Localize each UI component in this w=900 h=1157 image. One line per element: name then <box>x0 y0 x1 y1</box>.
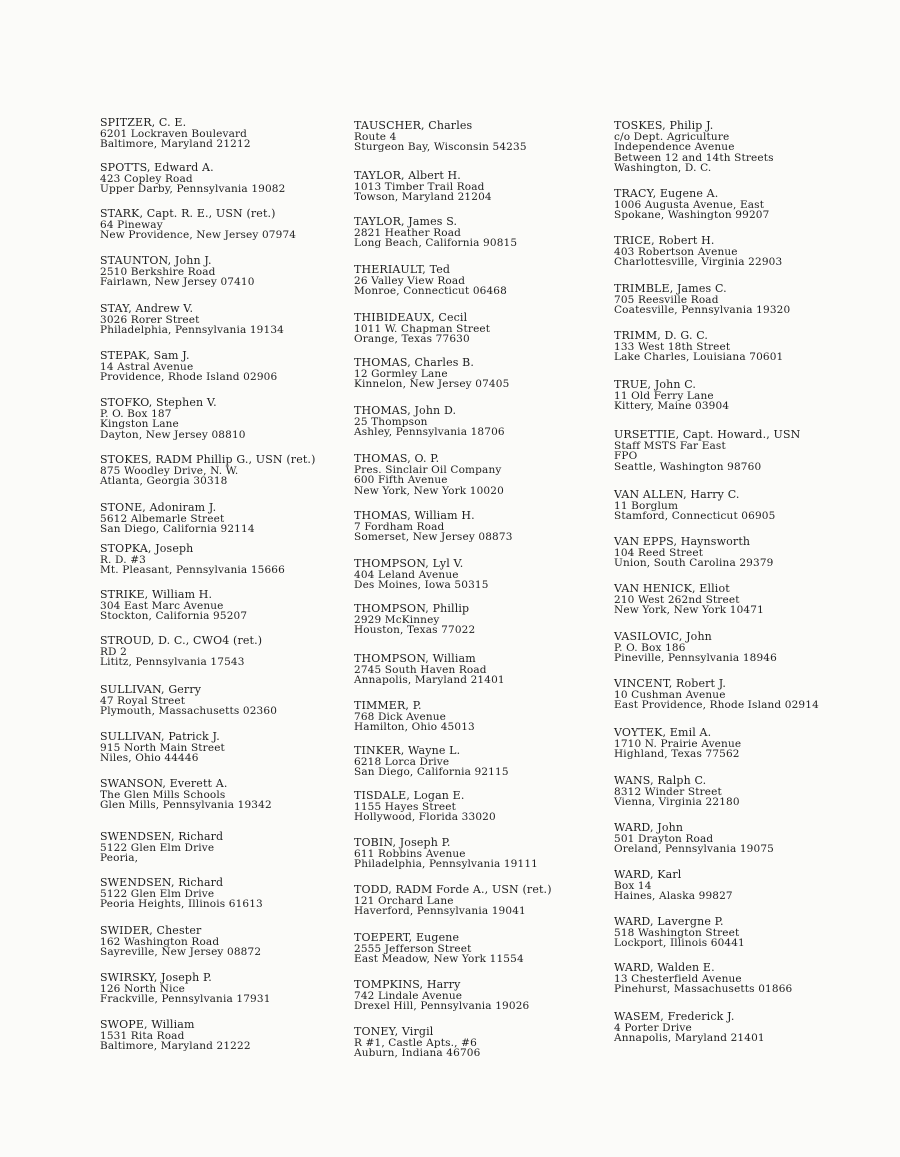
directory-entry <box>354 933 524 965</box>
entry-name: SWENDSEN, Richard <box>100 876 224 889</box>
entry-name: STOPKA, Joseph <box>100 542 194 555</box>
directory-entry <box>614 632 777 664</box>
directory-entry <box>354 791 496 823</box>
entry-name: STROUD, D. C., CWO4 (ret.) <box>100 634 263 647</box>
directory-entry <box>354 746 509 778</box>
entry-address-line: Niles, Ohio 44446 <box>100 752 199 764</box>
entry-address-line: Peoria, <box>100 852 139 864</box>
directory-entry <box>354 217 517 249</box>
entry-address-line: 25 Thompson <box>354 415 428 428</box>
entry-address-line: Des Moines, Iowa 50315 <box>354 579 489 591</box>
entry-name: SWIDER, Chester <box>100 924 202 937</box>
entry-address-line: Seattle, Washington 98760 <box>614 460 762 473</box>
entry-address-line: Sayreville, New Jersey 08872 <box>100 946 262 958</box>
entry-address-line: Union, South Carolina 29379 <box>614 557 774 569</box>
directory-entry <box>100 878 263 910</box>
entry-name: TISDALE, Logan E. <box>354 789 465 802</box>
entry-address-line: Ashley, Pennsylvania 18706 <box>354 426 505 438</box>
directory-entry <box>614 537 774 569</box>
directory-entry <box>100 118 251 150</box>
entry-address-line: Orange, Texas 77630 <box>354 333 470 345</box>
entry-address-line: Lockport, Illinois 60441 <box>614 937 745 949</box>
entry-address-line: Kingston Lane <box>100 418 179 430</box>
entry-address-line: Mt. Pleasant, Pennsylvania 15666 <box>100 564 285 576</box>
entry-address-line: 404 Leland Avenue <box>354 568 459 581</box>
entry-address-line: 1013 Timber Trail Road <box>354 180 485 193</box>
entry-address-line: 600 Fifth Avenue <box>354 474 448 486</box>
entry-address-line: Pinehurst, Massachusetts 01866 <box>614 983 793 995</box>
entry-address-line: 5122 Glen Elm Drive <box>100 887 215 900</box>
entry-address-line: 768 Dick Avenue <box>354 710 447 723</box>
entry-address-line: Monroe, Connecticut 06468 <box>354 285 507 297</box>
entry-address-line: P. O. Box 187 <box>100 407 172 420</box>
entry-address-line: 1531 Rita Road <box>100 1029 185 1042</box>
entry-name: STEPAK, Sam J. <box>100 349 190 362</box>
entry-name: THIBIDEAUX, Cecil <box>354 311 468 324</box>
entry-name: TIMMER, P. <box>354 699 422 712</box>
entry-address-line: 611 Robbins Avenue <box>354 847 466 860</box>
entry-name: STOKES, RADM Phillip G., USN (ret.) <box>100 453 316 466</box>
directory-entry <box>354 511 513 543</box>
entry-name: TRUE, John C. <box>614 378 697 391</box>
entry-name: WARD, Karl <box>614 868 682 881</box>
entry-name: TAYLOR, James S. <box>354 215 458 228</box>
entry-address-line: Independence Avenue <box>614 141 735 153</box>
entry-address-line: San Diego, California 92114 <box>100 523 255 535</box>
directory-entry <box>354 559 489 591</box>
entry-address-line: Kinnelon, New Jersey 07405 <box>354 378 510 390</box>
entry-address-line: Drexel Hill, Pennsylvania 19026 <box>354 1000 530 1012</box>
entry-name: STONE, Adoniram J. <box>100 501 217 514</box>
directory-entry <box>614 679 819 711</box>
directory-entry <box>614 917 745 949</box>
entry-address-line: Fairlawn, New Jersey 07410 <box>100 276 255 288</box>
entry-address-line: Washington, D. C. <box>614 162 712 174</box>
entry-address-line: 705 Reesville Road <box>614 293 719 306</box>
entry-name: SWOPE, William <box>100 1018 195 1031</box>
entry-address-line: The Glen Mills Schools <box>100 788 226 801</box>
directory-entry <box>354 654 505 686</box>
entry-name: TRICE, Robert H. <box>614 234 715 247</box>
entry-name: TRIMBLE, James C. <box>614 282 727 295</box>
directory-entry <box>100 503 255 535</box>
entry-address-line: Philadelphia, Pennsylvania 19111 <box>354 858 538 870</box>
directory-entry <box>100 398 246 440</box>
entry-address-line: Pineville, Pennsylvania 18946 <box>614 652 777 664</box>
directory-entry <box>100 636 262 668</box>
entry-address-line: Long Beach, California 90815 <box>354 237 518 249</box>
entry-name: THOMAS, John D. <box>354 404 457 417</box>
entry-name: SWANSON, Everett A. <box>100 777 228 790</box>
directory-entry <box>100 732 225 764</box>
directory-entry <box>354 265 507 297</box>
entry-name: WARD, Walden E. <box>614 961 715 974</box>
entry-address-line: Frackville, Pennsylvania 17931 <box>100 993 271 1005</box>
directory-entry <box>614 331 783 363</box>
entry-address-line: Annapolis, Maryland 21401 <box>614 1032 765 1044</box>
entry-name: STAUNTON, John J. <box>100 254 212 267</box>
entry-address-line: Haines, Alaska 99827 <box>614 890 733 902</box>
entry-address-line: 2745 South Haven Road <box>354 663 487 676</box>
entry-address-line: 915 North Main Street <box>100 741 225 754</box>
directory-entry <box>354 885 552 917</box>
entry-address-line: Route 4 <box>354 130 397 143</box>
entry-address-line: Peoria Heights, Illinois 61613 <box>100 898 263 910</box>
entry-name: THOMAS, O. P. <box>354 452 440 465</box>
directory-entry <box>614 121 774 174</box>
entry-address-line: 4 Porter Drive <box>614 1021 692 1034</box>
entry-address-line: Vienna, Virginia 22180 <box>614 796 740 808</box>
directory-entry <box>614 584 764 616</box>
entry-address-line: Providence, Rhode Island 02906 <box>100 371 278 383</box>
entry-name: TRACY, Eugene A. <box>614 187 719 200</box>
entry-address-line: Haverford, Pennsylvania 19041 <box>354 905 526 917</box>
entry-address-line: RD 2 <box>100 645 127 658</box>
entry-address-line: Oreland, Pennsylvania 19075 <box>614 843 774 855</box>
entry-address-line: 210 West 262nd Street <box>614 593 740 606</box>
entry-name: VINCENT, Robert J. <box>614 677 727 690</box>
entry-address-line: Lititz, Pennsylvania 17543 <box>100 656 245 668</box>
entry-address-line: 104 Reed Street <box>614 546 704 559</box>
entry-address-line: 8312 Winder Street <box>614 785 722 798</box>
entry-name: TINKER, Wayne L. <box>354 744 461 757</box>
entry-address-line: East Meadow, New York 11554 <box>354 953 524 965</box>
entry-address-line: 13 Chesterfield Avenue <box>614 972 742 985</box>
directory-entry <box>614 430 800 472</box>
entry-address-line: Hamilton, Ohio 45013 <box>354 721 475 733</box>
directory-entry <box>614 189 769 221</box>
entry-address-line: Plymouth, Massachusetts 02360 <box>100 705 278 717</box>
entry-address-line: Glen Mills, Pennsylvania 19342 <box>100 799 272 811</box>
directory-entry <box>354 1027 480 1059</box>
entry-address-line: 126 North Nice <box>100 982 185 995</box>
entry-address-line: 11 Old Ferry Lane <box>614 389 714 402</box>
directory-entry <box>354 313 490 345</box>
entry-name: STOFKO, Stephen V. <box>100 396 217 409</box>
entry-address-line: Coatesville, Pennsylvania 19320 <box>614 304 791 316</box>
entry-name: THOMPSON, William <box>354 652 476 665</box>
entry-address-line: 5122 Glen Elm Drive <box>100 841 215 854</box>
entry-name: STARK, Capt. R. E., USN (ret.) <box>100 207 276 220</box>
entry-address-line: 403 Robertson Avenue <box>614 245 738 258</box>
entry-address-line: 133 West 18th Street <box>614 340 731 353</box>
entry-name: TONEY, Virgil <box>354 1025 434 1038</box>
entry-address-line: Between 12 and 14th Streets <box>614 151 774 164</box>
directory-entry <box>354 121 527 153</box>
entry-address-line: Somerset, New Jersey 08873 <box>354 531 513 543</box>
entry-address-line: P. O. Box 186 <box>614 641 686 654</box>
entry-name: VOYTEK, Emil A. <box>614 726 712 739</box>
entry-address-line: 1710 N. Prairie Avenue <box>614 737 742 750</box>
entry-address-line: 1011 W. Chapman Street <box>354 322 491 335</box>
entry-address-line: New York, New York 10020 <box>354 484 504 497</box>
entry-address-line: R. D. #3 <box>100 553 146 566</box>
directory-entry <box>614 963 792 995</box>
directory-entry <box>100 590 247 622</box>
entry-address-line: 2555 Jefferson Street <box>354 942 472 955</box>
entry-address-line: Upper Darby, Pennsylvania 19082 <box>100 183 286 195</box>
entry-address-line: 162 Washington Road <box>100 935 220 948</box>
entry-address-line: Sturgeon Bay, Wisconsin 54235 <box>354 141 527 153</box>
directory-entry <box>354 454 504 496</box>
entry-address-line: R #1, Castle Apts., #6 <box>354 1036 477 1049</box>
directory-entry <box>354 358 509 390</box>
entry-address-line: New Providence, New Jersey 07974 <box>100 229 297 241</box>
entry-name: THOMPSON, Lyl V. <box>354 557 464 570</box>
entry-name: URSETTIE, Capt. Howard., USN <box>614 428 801 441</box>
entry-address-line: c/o Dept. Agriculture <box>614 130 730 143</box>
directory-entry <box>100 832 223 864</box>
entry-address-line: 121 Orchard Lane <box>354 894 454 907</box>
entry-address-line: Spokane, Washington 99207 <box>614 209 770 221</box>
entry-name: SWENDSEN, Richard <box>100 830 224 843</box>
entry-address-line: Stockton, California 95207 <box>100 610 248 622</box>
entry-name: TODD, RADM Forde A., USN (ret.) <box>354 883 552 896</box>
entry-address-line: FPO <box>614 450 638 462</box>
directory-entry <box>614 870 733 902</box>
entry-address-line: San Diego, California 92115 <box>354 766 509 778</box>
directory-entry <box>614 823 774 855</box>
directory-entry <box>100 1020 251 1052</box>
entry-address-line: 12 Gormley Lane <box>354 367 448 380</box>
entry-address-line: 26 Valley View Road <box>354 274 466 287</box>
entry-name: THERIAULT, Ted <box>354 263 451 276</box>
entry-name: VASILOVIC, John <box>614 630 712 643</box>
entry-name: TOMPKINS, Harry <box>354 978 461 991</box>
entry-name: TOBIN, Joseph P. <box>354 836 451 849</box>
entry-name: THOMPSON, Phillip <box>354 602 470 615</box>
entry-address-line: 501 Drayton Road <box>614 832 714 845</box>
entry-name: TAYLOR, Albert H. <box>354 169 461 182</box>
entry-name: THOMAS, Charles B. <box>354 356 475 369</box>
entry-name: VAN HENICK, Elliot <box>614 582 730 595</box>
directory-entry <box>614 236 782 268</box>
entry-address-line: 2929 McKinney <box>354 613 440 626</box>
entry-address-line: Atlanta, Georgia 30318 <box>100 475 228 487</box>
entry-address-line: Highland, Texas 77562 <box>614 748 740 760</box>
entry-name: SPOTTS, Edward A. <box>100 161 214 174</box>
directory-entry <box>614 284 790 316</box>
entry-address-line: Hollywood, Florida 33020 <box>354 811 496 823</box>
entry-address-line: Baltimore, Maryland 21222 <box>100 1040 251 1052</box>
entry-address-line: 304 East Marc Avenue <box>100 599 224 612</box>
directory-entry <box>354 701 475 733</box>
entry-address-line: New York, New York 10471 <box>614 604 764 616</box>
entry-address-line: Auburn, Indiana 46706 <box>354 1047 481 1059</box>
directory-entry <box>100 926 261 958</box>
entry-address-line: 518 Washington Street <box>614 926 740 939</box>
directory-entry <box>100 163 285 195</box>
entry-name: TOSKES, Philip J. <box>614 119 714 132</box>
entry-name: TRIMM, D. G. C. <box>614 329 709 342</box>
entry-address-line: Baltimore, Maryland 21212 <box>100 138 251 150</box>
directory-entry <box>100 779 272 811</box>
directory-entry <box>100 973 271 1005</box>
entry-address-line: Box 14 <box>614 879 652 892</box>
entry-address-line: East Providence, Rhode Island 02914 <box>614 699 819 711</box>
entry-address-line: 1155 Hayes Street <box>354 800 456 813</box>
directory-entry <box>100 304 284 336</box>
entry-address-line: Philadelphia, Pennsylvania 19134 <box>100 324 284 336</box>
directory-entry <box>100 209 296 241</box>
entry-address-line: Stamford, Connecticut 06905 <box>614 510 776 522</box>
entry-address-line: 875 Woodley Drive, N. W. <box>100 464 239 477</box>
entry-name: TAUSCHER, Charles <box>354 119 473 132</box>
entry-address-line: 14 Astral Avenue <box>100 360 194 373</box>
entry-address-line: 3026 Rorer Street <box>100 313 200 326</box>
directory-entry <box>354 406 505 438</box>
entry-name: WARD, John <box>614 821 684 834</box>
entry-address-line: 10 Cushman Avenue <box>614 688 726 701</box>
entry-address-line: 6218 Lorca Drive <box>354 755 450 768</box>
entry-name: SWIRSKY, Joseph P. <box>100 971 212 984</box>
directory-entry <box>614 490 775 522</box>
entry-address-line: 47 Royal Street <box>100 694 186 707</box>
directory-entry <box>100 544 285 576</box>
entry-name: STRIKE, William H. <box>100 588 213 601</box>
entry-name: THOMAS, William H. <box>354 509 475 522</box>
entry-address-line: 6201 Lockraven Boulevard <box>100 127 248 140</box>
entry-address-line: Pres. Sinclair Oil Company <box>354 463 502 476</box>
entry-address-line: 2821 Heather Road <box>354 226 462 239</box>
entry-address-line: Houston, Texas 77022 <box>354 624 476 636</box>
entry-name: TOEPERT, Eugene <box>354 931 460 944</box>
entry-name: WARD, Lavergne P. <box>614 915 724 928</box>
entry-name: VAN ALLEN, Harry C. <box>614 488 740 501</box>
entry-address-line: Towson, Maryland 21204 <box>354 191 492 203</box>
directory-entry <box>354 980 529 1012</box>
entry-address-line: Staff MSTS Far East <box>614 439 726 452</box>
directory-entry <box>100 351 277 383</box>
entry-address-line: 5612 Albemarle Street <box>100 512 225 525</box>
entry-name: SULLIVAN, Gerry <box>100 683 202 696</box>
entry-address-line: 423 Copley Road <box>100 172 193 185</box>
entry-address-line: 742 Lindale Avenue <box>354 989 463 1002</box>
entry-address-line: 64 Pineway <box>100 218 163 231</box>
directory-entry <box>614 776 740 808</box>
directory-entry <box>354 604 475 636</box>
entry-address-line: 1006 Augusta Avenue, East <box>614 198 765 211</box>
entry-name: SULLIVAN, Patrick J. <box>100 730 220 743</box>
entry-address-line: Annapolis, Maryland 21401 <box>354 674 505 686</box>
directory-entry <box>100 256 255 288</box>
directory-entry <box>354 171 492 203</box>
entry-address-line: 2510 Berkshire Road <box>100 265 216 278</box>
entry-address-line: Charlottesville, Virginia 22903 <box>614 256 783 268</box>
directory-entry <box>614 728 741 760</box>
entry-name: SPITZER, C. E. <box>100 116 187 129</box>
entry-name: WASEM, Frederick J. <box>614 1010 735 1023</box>
directory-entry <box>354 838 538 870</box>
entry-address-line: Dayton, New Jersey 08810 <box>100 428 246 441</box>
directory-entry <box>100 685 277 717</box>
directory-entry <box>614 1012 765 1044</box>
entry-name: STAY, Andrew V. <box>100 302 194 315</box>
entry-address-line: Kittery, Maine 03904 <box>614 400 730 412</box>
directory-entry <box>100 455 316 487</box>
entry-name: WANS, Ralph C. <box>614 774 707 787</box>
entry-address-line: Lake Charles, Louisiana 70601 <box>614 351 784 363</box>
entry-name: VAN EPPS, Haynsworth <box>614 535 751 548</box>
entry-address-line: 11 Borglum <box>614 499 679 512</box>
directory-entry <box>614 380 729 412</box>
entry-address-line: 7 Fordham Road <box>354 520 445 533</box>
